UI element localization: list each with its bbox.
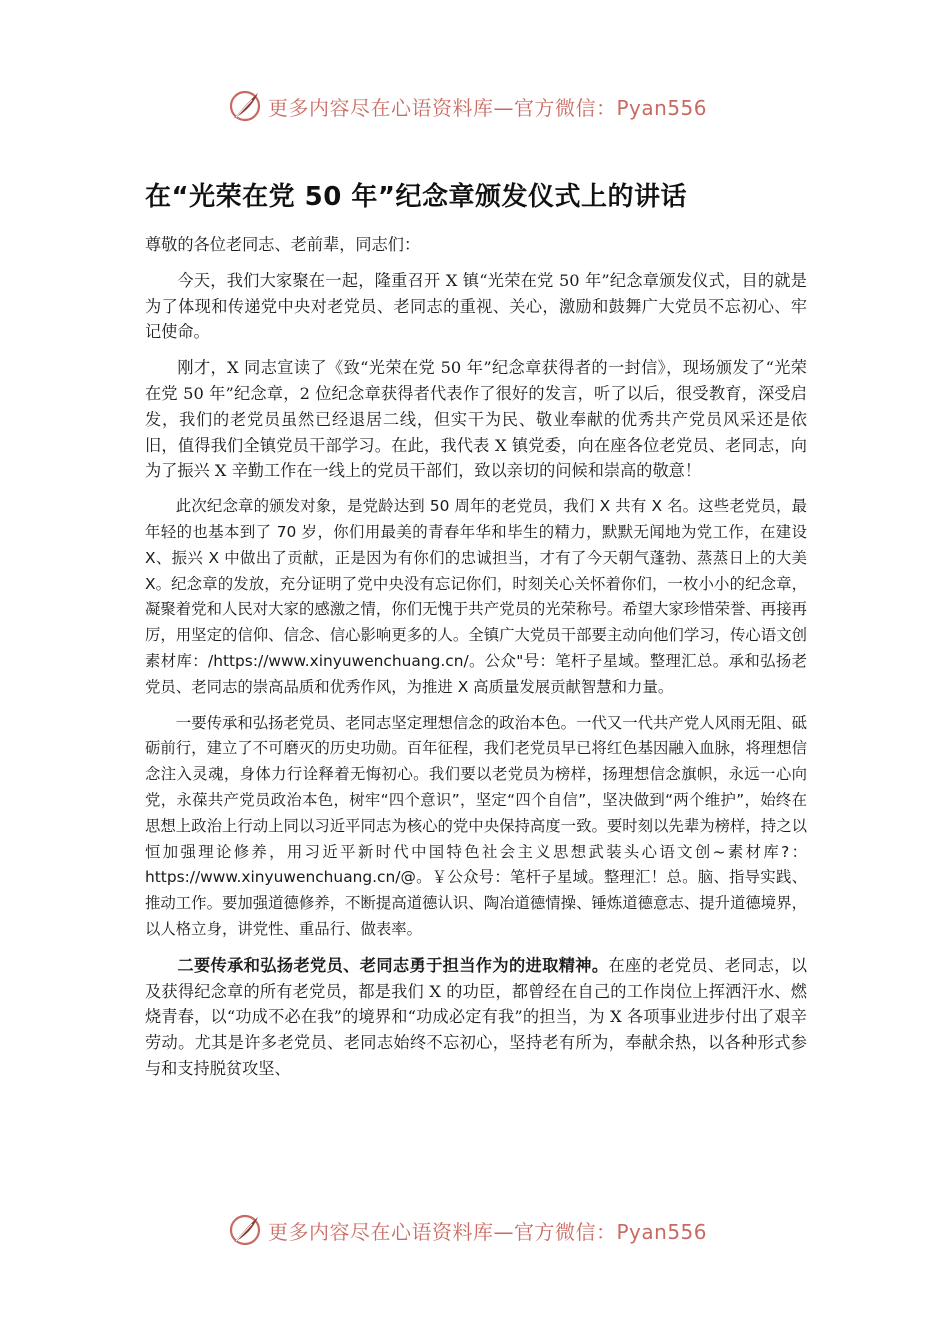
paragraph: 此次纪念章的颁发对象，是党龄达到 50 周年的老党员，我们 X 共有 X 名。这些老党员，最年轻的也基本到了 70 岁，你们用最美的青春年华和毕生的精力，默默无闻地为党工作，在建设 X、振兴 X 中做出了贡献，正是因为有你们的忠诚担当，才有了今天朝气蓬勃、蒸蒸日上的大美 X。纪念章的发放，充分证明了党中央没有忘记你们，时刻关心关怀着你们，一枚小小的纪念章，凝聚着党和人民对大家的感激之情，你们无愧于共产党员的光荣称号。希望大家珍惜荣誉、再接再厉，用坚定的信仰、信念、信心影响更多的人。全镇广大党员干部要主动向他们学习，传心语文创素材库：/https://www.xinyuwenchuang.cn/。公众"号：笔杆子星域。整理汇总。承和弘扬老党员、老同志的崇高品质和优秀作风，为推进 X 高质量发展贡献智慧和力量。: [145, 497, 807, 696]
salutation: 尊敬的各位老同志、老前辈，同志们：: [145, 235, 421, 254]
paragraph: 一要传承和弘扬老党员、老同志坚定理想信念的政治本色。一代又一代共产党人风雨无阻、砥砺前行，建立了不可磨灭的历史功勋。百年征程，我们老党员早已将红色基因融入血脉，将理想信念注入灵魂，身体力行诠释着无悔初心。我们要以老党员为榜样，扬理想信念旗帜，永远一心向党，永葆共产党员政治本色，树牢“四个意识”，坚定“四个自信”，坚决做到“两个维护”，始终在思想上政治上行动上同以习近平同志为核心的党中央保持高度一致。要时刻以先辈为榜样，持之以恒加强理论修养，用习近平新时代中国特色社会主义思想武装头心语文创~素材库?：https://www.xinyuwenchuang.cn/@。￥公众号：笔杆子星域。整理汇！总。脑、指导实践、推动工作。要加强道德修养，不断提高道德认识、陶冶道德情操、锤炼道德意志、提升道德境界，以人格立身，讲党性、重品行、做表率。: [145, 713, 807, 938]
banner-text: 更多内容尽在心语资料库—官方微信：Pyan556: [268, 1219, 708, 1244]
document-body: [145, 232, 807, 1092]
header-banner: [228, 86, 728, 126]
footer-banner: [228, 1210, 728, 1250]
feather-logo-icon: [228, 1212, 264, 1248]
paragraph: [145, 953, 807, 1082]
paragraph: 今天，我们大家聚在一起，隆重召开 X 镇“光荣在党 50 年”纪念章颁发仪式，目的就是为了体现和传递党中央对老党员、老同志的重视、关心，激励和鼓舞广大党员不忘初心、牢记使命。: [145, 270, 807, 342]
banner-text: 更多内容尽在心语资料库—官方微信：Pyan556: [268, 95, 708, 120]
page-title: 在“光荣在党 50 年”纪念章颁发仪式上的讲话: [145, 182, 687, 212]
feather-logo-icon: [228, 88, 264, 124]
paragraph-lead: 二要传承和弘扬老党员、老同志勇于担当作为的进取精神。: [177, 955, 609, 975]
paragraph-body: 在座的老党员、老同志，以及获得纪念章的所有老党员，都是我们 X 的功臣，都曾经在自己的工作岗位上挥洒汗水、燃烧青春，以“功成不必在我”的境界和“功成必定有我”的担当，为 X 各项事业进步付出了艰辛劳动。尤其是许多老党员、老同志始终不忘初心，坚持老有所为，奉献余热，以各种形式参与和支持脱贫攻坚、: [145, 955, 808, 1078]
paragraph: 刚才，X 同志宣读了《致“光荣在党 50 年”纪念章获得者的一封信》，现场颁发了“光荣在党 50 年”纪念章，2 位纪念章获得者代表作了很好的发言，听了以后，很受教育，深受启发，我们的老党员虽然已经退居二线，但实干为民、敬业奉献的优秀共产党员风采还是依旧，值得我们全镇党员干部学习。在此，我代表 X 镇党委，向在座各位老党员、老同志，向为了振兴 X 辛勤工作在一线上的党员干部们，致以亲切的问候和崇高的敬意！: [145, 358, 807, 481]
